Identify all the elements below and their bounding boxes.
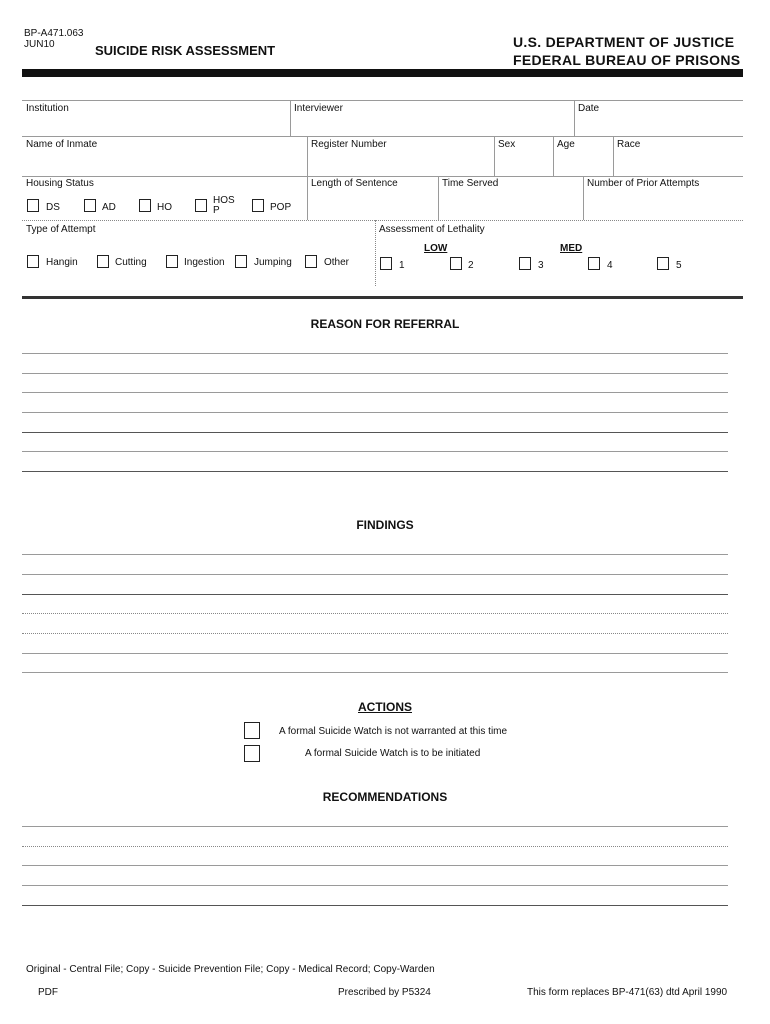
housing-pop-label: POP [270,202,292,213]
findings-heading: FINDINGS [356,518,414,532]
writing-line[interactable] [22,392,728,393]
header-rule [22,69,743,77]
writing-line[interactable] [22,594,728,595]
writing-line[interactable] [22,613,728,614]
date-label: Date [578,103,600,114]
attempt-hanging-checkbox[interactable] [27,255,39,268]
institution-label: Institution [26,103,69,114]
attempt-hanging-label: Hangin [46,257,78,268]
no-watch-checkbox[interactable] [244,722,260,739]
attempt-ingestion-label: Ingestion [184,257,225,268]
reason-for-referral-heading: REASON FOR REFERRAL [310,317,460,331]
row-divider [22,100,743,101]
length-of-sentence-label: Length of Sentence [311,178,398,189]
attempt-ingestion-checkbox[interactable] [166,255,178,268]
housing-ho-checkbox[interactable] [139,199,151,212]
attempt-jumping-label: Jumping [254,257,292,268]
initiate-watch-checkbox[interactable] [244,745,260,762]
row-divider [22,136,743,137]
writing-line[interactable] [22,826,728,827]
register-number-label: Register Number [311,139,387,150]
attempt-other-label: Other [324,257,350,268]
distribution-note: Original - Central File; Copy - Suicide Prevention File; Copy - Medical Record; Copy-Warden [26,964,435,975]
agency-line-1: U.S. DEPARTMENT OF JUSTICE [513,34,735,50]
housing-ds-checkbox[interactable] [27,199,39,212]
attempt-cutting-checkbox[interactable] [97,255,109,268]
field-divider [307,136,308,176]
interviewer-label: Interviewer [294,103,343,114]
housing-ho-label: HO [157,202,172,213]
housing-ad-label: AD [102,202,116,213]
writing-line[interactable] [22,885,728,886]
field-divider [613,136,614,176]
field-divider [290,100,291,136]
attempt-cutting-label: Cutting [115,257,147,268]
lethality-low-label: LOW [424,243,448,254]
no-watch-label: A formal Suicide Watch is not warranted at this time [279,726,508,737]
form-replaces-note: This form replaces BP-471(63) dtd April 1990 [527,987,728,998]
recommendations-heading: RECOMMENDATIONS [322,790,448,804]
field-divider [583,176,584,220]
lethality-1-checkbox[interactable] [380,257,392,270]
attempt-jumping-checkbox[interactable] [235,255,247,268]
housing-ds-label: DS [46,202,60,213]
row-divider [22,176,743,177]
lethality-2-checkbox[interactable] [450,257,462,270]
writing-line[interactable] [22,653,728,654]
housing-ad-checkbox[interactable] [84,199,96,212]
writing-line[interactable] [22,471,728,472]
field-divider [307,176,308,220]
time-served-label: Time Served [442,178,499,189]
writing-line[interactable] [22,451,728,452]
housing-hosp-label: HOS P [213,195,235,216]
field-divider [375,220,376,286]
housing-hosp-checkbox[interactable] [195,199,207,212]
lethality-4-checkbox[interactable] [588,257,600,270]
section-rule [22,296,743,299]
lethality-1-label: 1 [399,260,405,271]
sex-label: Sex [498,139,516,150]
writing-line[interactable] [22,633,728,634]
prescribed-by: Prescribed by P5324 [338,987,431,998]
writing-line[interactable] [22,574,728,575]
lethality-3-label: 3 [538,260,544,271]
actions-heading: ACTIONS [358,700,412,714]
writing-line[interactable] [22,905,728,906]
lethality-med-label: MED [560,243,583,254]
form-title: SUICIDE RISK ASSESSMENT [95,43,276,58]
field-divider [438,176,439,220]
writing-line[interactable] [22,353,728,354]
assessment-of-lethality-label: Assessment of Lethality [379,224,485,235]
writing-line[interactable] [22,846,728,847]
lethality-4-label: 4 [607,260,613,271]
age-label: Age [557,139,575,150]
pdf-label: PDF [38,987,58,998]
housing-status-label: Housing Status [26,178,94,189]
writing-line[interactable] [22,865,728,866]
writing-line[interactable] [22,373,728,374]
writing-line[interactable] [22,412,728,413]
lethality-2-label: 2 [468,260,474,271]
writing-line[interactable] [22,672,728,673]
writing-line[interactable] [22,554,728,555]
lethality-3-checkbox[interactable] [519,257,531,270]
race-label: Race [617,139,641,150]
prior-attempts-label: Number of Prior Attempts [587,178,700,189]
name-of-inmate-label: Name of Inmate [26,139,98,150]
lethality-5-label: 5 [676,260,682,271]
agency-line-2: FEDERAL BUREAU OF PRISONS [513,52,741,68]
field-divider [553,136,554,176]
housing-pop-checkbox[interactable] [252,199,264,212]
field-divider [574,100,575,136]
writing-line[interactable] [22,432,728,433]
attempt-other-checkbox[interactable] [305,255,317,268]
form-date: JUN10 [24,39,55,50]
initiate-watch-label: A formal Suicide Watch is to be initiated [305,748,481,759]
field-divider [494,136,495,176]
form-number: BP-A471.063 [24,28,84,39]
lethality-5-checkbox[interactable] [657,257,669,270]
type-of-attempt-label: Type of Attempt [26,224,96,235]
row-divider [22,220,743,221]
